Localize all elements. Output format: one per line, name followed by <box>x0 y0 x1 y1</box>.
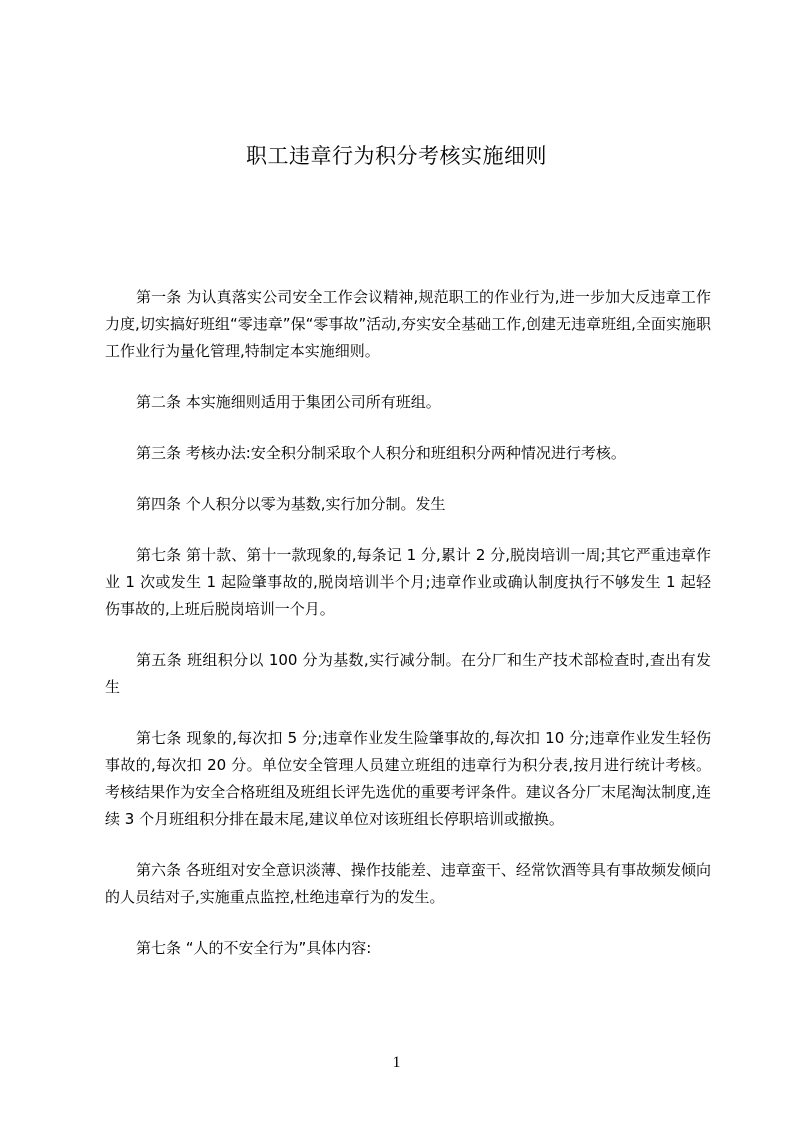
document-title: 职工违章行为积分考核实施细则 <box>246 144 547 168</box>
paragraph-article-6: 第六条 各班组对安全意识淡薄、操作技能差、违章蛮干、经常饮酒等具有事故频发倾向的人员结对子,实施重点监控,杜绝违章行为的发生。 <box>105 861 711 906</box>
paragraph-article-3: 第三条 考核办法:安全积分制采取个人积分和班组积分两种情况进行考核。 <box>136 444 626 462</box>
paragraph-article-7-personal: 第七条 第十款、第十一款现象的,每条记 1 分,累计 2 分,脱岗培训一周;其它严重违章作业 1 次或发生 1 起险肇事故的,脱岗培训半个月;违章作业或确认制度执行不够发生 1 起轻伤事故的,上班后脱岗培训一个月。 <box>105 546 711 618</box>
page-number: 1 <box>392 1054 401 1071</box>
paragraph-article-1: 第一条 为认真落实公司安全工作会议精神,规范职工的作业行为,进一步加大反违章工作力度,切实搞好班组“零违章”保“零事故”活动,夯实安全基础工作,创建无违章班组,全面实施职工作业行为量化管理,特制定本实施细则。 <box>105 288 711 360</box>
paragraph-article-4: 第四条 个人积分以零为基数,实行加分制。发生 <box>136 495 446 513</box>
paragraph-article-2: 第二条 本实施细则适用于集团公司所有班组。 <box>136 393 441 411</box>
document-body <box>105 284 711 986</box>
paragraph-article-7-team: 第七条 现象的,每次扣 5 分;违章作业发生险肇事故的,每次扣 10 分;违章作业发生轻伤事故的,每次扣 20 分。单位安全管理人员建立班组的违章行为积分表,按月进行统计考核。考核结果作为安全合格班组及班组长评先选优的重要考评条件。建议各分厂末尾淘汰制度,连续 3 个月班组积分排在最末尾,建议单位对该班组长停职培训或撤换。 <box>105 729 711 828</box>
paragraph-article-5: 第五条 班组积分以 100 分为基数,实行减分制。在分厂和生产技术部检查时,查出有发生 <box>105 651 711 696</box>
paragraph-article-7-unsafe-behavior: 第七条 “人的不安全行为”具体内容: <box>136 939 372 957</box>
